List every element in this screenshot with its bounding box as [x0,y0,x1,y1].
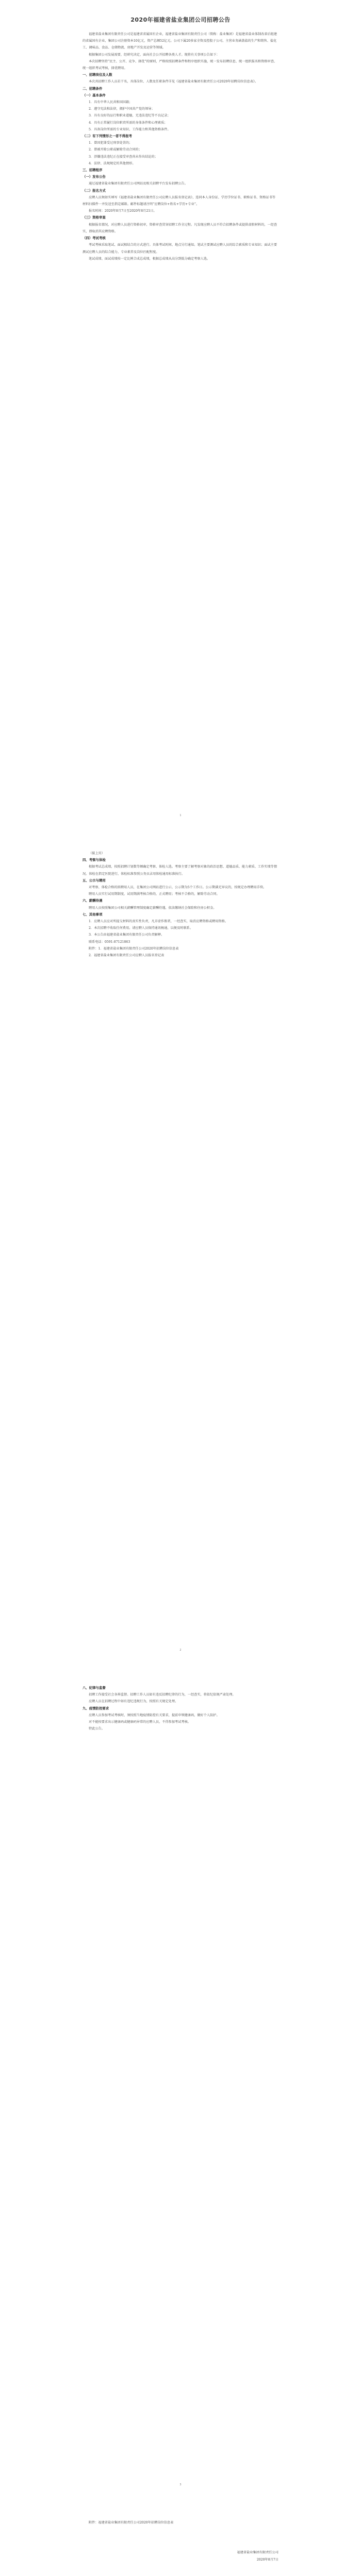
paragraph: 3．本公告由福建省盐业集团有限责任公司负责解释。 [89,933,165,937]
section-heading: 九、疫情防控要求 [83,1706,109,1710]
section-heading: 四、考察与体检 [83,858,106,862]
paragraph: 1．曾因犯罪受过刑事处罚的； [89,141,133,145]
section-heading: 一、招聘岗位及人数 [83,73,112,77]
paragraph: 3．具有良好的品行和职业道德，无违法违纪等不良记录； [89,114,171,118]
section-heading: （三）资格审查 [83,215,106,220]
paragraph: 考试考核采取笔试、面试相结合的方式进行。具体考试时间、地点另行通知。笔试主要测试应聘人员的综合素质和专业知识；面试主要测试应聘人员的综合能力、专业素养及岗位匹配程度。 [83,243,277,254]
page-1 [0,0,361,824]
page-2 [0,835,361,1659]
paragraph: 福建省盐业集团有限责任公司是福建省省属国有企业，福建省盐业集团有限责任公司（简称：盐业集团）是福建省盐业体制改革后组建的省属国有企业，集团公司注册资本10亿元，资产总额52亿元。公司下属20多家全资及控股子公司，主营业务涵盖盐的生产和销售、盐化工、调味品、食品、仓储物流、房地产开发及运营等领域。 [83,32,277,50]
document-title: 2020年福建省盐业集团公司招聘公告 [130,16,231,23]
section-heading: 三、招聘程序 [83,168,103,173]
section-heading: （四）考试考核 [83,236,106,241]
paragraph: 根据考试总成绩，按照招聘计划数等额确定考察、体检人选。考察主要了解考察对象的政治思想、道德品质、能力素质、工作实绩等情况。体检在指定医院进行，体检标准参照公务员录用体检通用标准执行。 [83,865,277,876]
paragraph: 4．具有正常履行岗位职责所需的身体条件和心理素质； [89,121,168,125]
section-heading: 七、其他事项 [83,912,103,917]
page-number: 1 [179,814,182,817]
paragraph: 聘用人员按照集团公司相关薪酬管理制度确定薪酬待遇，依法缴纳社会保险和住房公积金。 [89,906,217,910]
paragraph: 本次招聘坚持“民主、公开、竞争、择优”的原则，严格按照招聘条件和程序组织实施，统一发布招聘信息、统一组织报名和资格审查、统一组织考试考核，择优聘用。 [83,59,277,71]
paragraph: （接上页） [89,852,105,855]
paragraph: 应聘人员在招聘过程中如有违纪违规行为，按照有关规定处理。 [89,1700,178,1704]
paragraph: 联系电话：0591-87121863 [89,940,130,944]
paragraph: 应聘人员参加考试考核时，须按照当地疫情防控有关要求，提前申领健康码，做好个人防护。 [89,1713,220,1717]
paragraph: 5．具备岗位所需的专业知识、工作能力和其他资格条件。 [89,127,171,131]
page-3-body [83,1685,278,1732]
blank-line [83,2534,278,2541]
paragraph: 2．本次招聘不收取任何费用。请应聘人员保持通讯畅通，以便及时联系。 [89,926,193,930]
paragraph: 4．法律、法规规定的其他情形。 [89,161,136,165]
paragraph: 本次共招聘工作人员若干名，具体岗位、人数及任职条件详见《福建省盐业集团有限责任公司2020年招聘岗位信息表》。 [89,80,258,84]
paragraph: 1．应聘人员应对所提交材料的真实性负责，凡弄虚作假者，一经查实，取消应聘资格或聘用资格。 [89,920,228,924]
section-heading: 二、招聘条件 [83,86,103,91]
paragraph: 对不能按要求出示健康码或健康码异常的应聘人员，不得参加考试考核。 [89,1720,191,1724]
paragraph: 2020年8月7日 [256,2557,278,2562]
section-heading: 六、薪酬待遇 [83,899,103,903]
paragraph: 根据报名情况，对应聘人员进行资格初审，资格审查贯穿招聘工作全过程。凡发现应聘人员不符合招聘条件或提供虚假材料的，一经查实，即取消其应聘资格。 [83,223,277,233]
paragraph: 2．遵守宪法和法律，拥护中国共产党的领导； [89,107,155,111]
paragraph: 招聘工作接受社会各界监督。招聘工作人员如有违反招聘纪律的行为，一经查实，将依纪依规严肃处理。 [89,1693,236,1697]
paragraph: 2．福建省盐业集团有限责任公司应聘人员报名登记表 [89,954,165,958]
paragraph: 1．具有中华人民共和国国籍； [89,100,133,105]
paragraph: 通过福建省盐业集团有限责任公司网站及相关招聘平台发布招聘公告。 [89,182,188,186]
paragraph: 特此公告。 [89,1727,105,1731]
paragraph: 附件：1．福建省盐业集团有限责任公司2020年招聘岗位信息表 [89,946,179,951]
paragraph: 福建省盐业集团有限责任公司 [237,2551,278,2555]
paragraph: 报名时间：2020年8月7日至2020年8月21日。 [89,209,157,213]
section-heading: （一）基本条件 [83,93,106,97]
section-heading: 八、纪律与监督 [83,1686,106,1690]
paragraph: 笔试成绩、面试成绩按一定比例合成总成绩，根据总成绩从高分到低分确定考察人选。 [89,257,210,261]
section-heading: （二）报名方式 [83,188,106,193]
paragraph: 附件：福建省盐业集团有限责任公司2020年招聘岗位信息表 [89,2521,174,2524]
paragraph: 对考察、体检合格的拟聘用人员，在集团公司网站进行公示，公示期为5个工作日。公示期满无异议的，按规定办理聘用手续。 [89,886,267,890]
page-4 [0,2504,361,2576]
page-3 [0,1669,361,2494]
section-heading: 五、公示与聘用 [83,878,106,883]
paragraph: 聘用人员实行试用期制度，试用期满考核合格的，正式聘用；考核不合格的，解除劳动合同。 [89,892,220,896]
page-1-body [83,31,278,262]
page-number: 3 [179,2483,182,2486]
paragraph: 2．曾被开除公职或解除劳动合同的； [89,148,142,152]
page-4-body [83,2519,278,2563]
paragraph: 根据集团公司发展需要，经研究决定，面向社会公开招聘各类人才。现将有关事项公告如下： [89,53,220,57]
section-heading: （一）发布公告 [83,175,106,179]
page-number: 2 [179,1649,182,1652]
section-heading: （二）有下列情形之一者不得报考 [83,134,132,139]
paragraph: 3．涉嫌违法违纪正在接受审查尚未作出结论的； [89,155,158,159]
paragraph: 应聘人员须如实填写《福建省盐业集团有限责任公司应聘人员报名登记表》，连同本人身份证、学历学位证书、职称证书、资格证书等材料扫描件一并发送至指定邮箱。邮件标题请注明“应聘岗位+姓名+学历+专业”。 [83,195,275,207]
page-2-body [83,850,278,959]
